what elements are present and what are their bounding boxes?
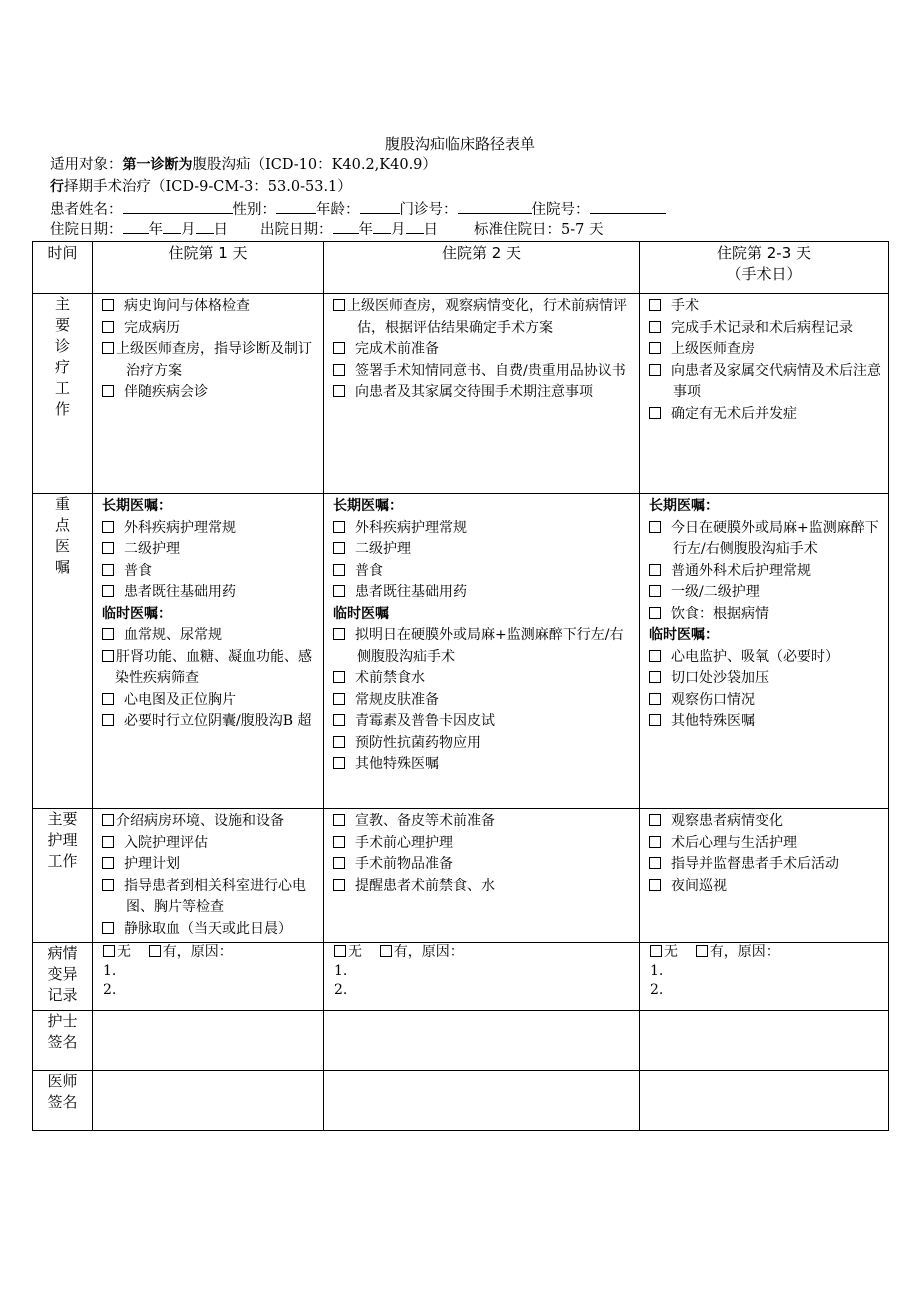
checkbox[interactable]: [102, 857, 114, 869]
checkbox[interactable]: [102, 585, 114, 597]
rowhead-char: 医: [54, 537, 70, 555]
list-item: [649, 582, 884, 604]
list-item: [333, 711, 635, 733]
inpatient-no-label: 住院号：: [531, 202, 590, 218]
item-text: 今日在硬膜外或局麻+监测麻醉下行左/右侧腹股沟疝手术: [671, 519, 879, 557]
temp-orders-label: 临时医嘱: [333, 605, 389, 622]
list-item: [649, 361, 884, 404]
item-text: 上级医师查房，观察病情变化，行术前病情评估，根据评估结果确定手术方案: [347, 298, 627, 336]
checkbox[interactable]: [649, 814, 661, 826]
list-item: [333, 382, 635, 404]
list-item: [333, 582, 635, 604]
checkbox[interactable]: [333, 542, 345, 554]
list-item: [102, 833, 319, 855]
item-text: 完成术前准备: [355, 341, 439, 357]
item-text: 向患者及家属交代病情及术后注意事项: [671, 362, 881, 400]
rowhead-nurse-sign: [33, 1011, 93, 1071]
item-text: 患者既往基础用药: [124, 584, 236, 600]
rowhead-char: 护理: [47, 831, 78, 849]
variation-line-1[interactable]: 1.: [103, 963, 117, 979]
list-item: [333, 339, 635, 361]
nurse-sign-day3[interactable]: [640, 1011, 889, 1071]
rowhead-char: 疗: [54, 358, 70, 376]
checkbox[interactable]: [102, 814, 114, 826]
checkbox[interactable]: [333, 585, 345, 597]
checkbox[interactable]: [649, 585, 661, 597]
variation-line-1[interactable]: 1.: [650, 963, 664, 979]
list-item: [333, 539, 635, 561]
checkbox[interactable]: [333, 757, 345, 769]
header-time: 时间: [33, 242, 93, 294]
list-item: [649, 518, 884, 561]
item-text: 普食: [124, 562, 152, 579]
list-item: [649, 811, 884, 833]
item-text: 手术前心理护理: [355, 834, 453, 851]
item-text: 观察患者病情变化: [671, 813, 783, 829]
checkbox[interactable]: [333, 299, 345, 311]
rowhead-char: 工作: [47, 852, 78, 870]
rowhead-char: 主: [54, 295, 70, 313]
item-text: 二级护理: [124, 541, 180, 557]
checkbox[interactable]: [333, 857, 345, 869]
discharge-day-label: 日: [423, 222, 438, 238]
rowhead-char: 要: [54, 316, 70, 334]
item-text: 外科疾病护理常规: [355, 519, 467, 536]
checkbox[interactable]: [649, 521, 661, 533]
header-day1: 住院第 1 天: [93, 242, 324, 294]
list-item: [102, 647, 319, 690]
item-text: 术后心理与生活护理: [671, 834, 797, 851]
row-nurse-sign: [33, 1011, 889, 1071]
checkbox-none[interactable]: [103, 945, 115, 957]
checkbox[interactable]: [649, 364, 661, 376]
has-label: 有，原因：: [162, 944, 233, 960]
list-item: [333, 876, 635, 898]
header-day2: 住院第 2 天: [324, 242, 640, 294]
checkbox-has[interactable]: [696, 945, 708, 957]
variation-line-2[interactable]: 2.: [103, 982, 117, 998]
checkbox[interactable]: [649, 671, 661, 683]
list-item: [102, 582, 319, 604]
rowhead-key-orders: [33, 494, 93, 809]
checkbox[interactable]: [649, 342, 661, 354]
item-text: 宣教、备皮等术前准备: [355, 813, 495, 829]
checkbox[interactable]: [649, 693, 661, 705]
applicable-prefix: 适用对象：: [50, 157, 123, 173]
checkbox[interactable]: [102, 564, 114, 576]
list-item: [649, 668, 884, 690]
checkbox-has[interactable]: [149, 945, 161, 957]
variation-line-2[interactable]: 2.: [334, 982, 348, 998]
checkbox[interactable]: [649, 650, 661, 662]
diag-day1-cell: [93, 294, 324, 494]
item-text: 拟明日在硬膜外或局麻+监测麻醉下行左/右侧腹股沟疝手术: [355, 627, 624, 665]
admit-month-label: 月: [181, 222, 196, 238]
item-text: 入院护理评估: [124, 834, 208, 851]
row-variation: [33, 943, 889, 1011]
variation-day1-cell: [93, 943, 324, 1011]
checkbox[interactable]: [649, 857, 661, 869]
list-item: [102, 690, 319, 712]
list-item: [333, 811, 635, 833]
variation-day3-cell: [640, 943, 889, 1011]
page-title: 腹股沟疝临床路径表单: [384, 135, 535, 153]
list-item: [102, 625, 319, 647]
procedure-bold: 行: [50, 179, 64, 195]
checkbox[interactable]: [649, 836, 661, 848]
has-label: 有，原因：: [709, 944, 780, 960]
variation-day2-cell: [324, 943, 640, 1011]
checkbox[interactable]: [102, 922, 114, 934]
checkbox[interactable]: [102, 879, 114, 891]
item-text: 上级医师查房，指导诊断及制订治疗方案: [116, 341, 312, 379]
rowhead-variation: [33, 943, 93, 1011]
checkbox[interactable]: [649, 407, 661, 419]
item-text: 心电图及正位胸片: [124, 691, 236, 708]
none-label: 无: [348, 944, 362, 960]
list-item: [649, 690, 884, 712]
gender-field[interactable]: [276, 199, 316, 214]
item-text: 血常规、尿常规: [124, 627, 222, 643]
list-item: [102, 876, 319, 919]
rowhead-char: 点: [54, 516, 70, 534]
rowhead-char: 嘱: [54, 558, 70, 576]
checkbox[interactable]: [102, 650, 114, 662]
inpatient-no-field[interactable]: [590, 199, 666, 214]
item-text: 完成病历: [124, 319, 180, 336]
item-text: 介绍病房环境、设施和设备: [116, 813, 284, 829]
item-text: 切口处沙袋加压: [671, 670, 769, 686]
nursing-day2-cell: [324, 809, 640, 943]
applicable-line: [50, 155, 437, 175]
diag-day3-cell: [640, 294, 889, 494]
patient-name-field[interactable]: [123, 199, 233, 214]
admit-day-field[interactable]: [196, 220, 214, 234]
item-text: 患者既往基础用药: [355, 584, 467, 600]
checkbox[interactable]: [333, 714, 345, 726]
item-text: 手术前物品准备: [355, 856, 453, 872]
header-day3: [640, 242, 889, 294]
checkbox[interactable]: [649, 321, 661, 333]
item-text: 青霉素及普鲁卡因皮试: [355, 713, 495, 729]
std-stay-label: 标准住院日：5-7 天: [474, 222, 604, 238]
list-item: [102, 811, 319, 833]
admit-month-field[interactable]: [163, 220, 181, 234]
rowhead-doctor-sign: [33, 1071, 93, 1131]
item-text: 一级/二级护理: [671, 584, 760, 600]
nurse-sign-day1[interactable]: [93, 1011, 324, 1071]
checkbox[interactable]: [102, 693, 114, 705]
admit-year-field[interactable]: [123, 220, 149, 234]
diag-day2-cell: [324, 294, 640, 494]
checkbox-none[interactable]: [334, 945, 346, 957]
orders-day1-cell: [93, 494, 324, 809]
checkbox[interactable]: [333, 385, 345, 397]
row-doctor-sign: [33, 1071, 889, 1131]
checkbox[interactable]: [333, 814, 345, 826]
checkbox[interactable]: [333, 342, 345, 354]
list-item: [333, 361, 635, 383]
admit-day-label: 日: [213, 222, 228, 238]
item-text: 指导并监督患者手术后活动: [671, 856, 839, 872]
item-text: 其他特殊医嘱: [355, 756, 439, 772]
list-item: [102, 518, 319, 540]
item-text: 签署手术知情同意书、自费/贵重用品协议书: [355, 362, 626, 379]
nurse-sign-day2[interactable]: [324, 1011, 640, 1071]
list-item: [649, 833, 884, 855]
row-key-orders: [33, 494, 889, 809]
admit-year-label: 年: [148, 222, 163, 238]
list-item: [333, 668, 635, 690]
item-text: 常规皮肤准备: [355, 691, 439, 708]
item-text: 指导患者到相关科室进行心电图、胸片等检查: [124, 877, 306, 915]
item-text: 伴随疾病会诊: [124, 384, 208, 400]
variation-choice: [334, 943, 633, 962]
item-text: 向患者及其家属交待围手术期注意事项: [355, 384, 593, 400]
checkbox[interactable]: [102, 836, 114, 848]
temp-orders-label: 临时医嘱：: [649, 627, 719, 643]
item-text: 观察伤口情况: [671, 691, 755, 708]
checkbox[interactable]: [333, 836, 345, 848]
rowhead-char: 工: [54, 379, 70, 397]
item-text: 预防性抗菌药物应用: [355, 734, 481, 751]
list-item: [333, 733, 635, 755]
item-text: 手术: [671, 298, 699, 314]
checkbox[interactable]: [102, 714, 114, 726]
list-item: [333, 561, 635, 583]
doctor-sign-day2[interactable]: [324, 1071, 640, 1131]
list-item: [649, 318, 884, 340]
item-text: 二级护理: [355, 541, 411, 557]
clinic-no-label: 门诊号：: [399, 202, 458, 218]
checkbox[interactable]: [102, 299, 114, 311]
list-item: [333, 518, 635, 540]
discharge-month-label: 月: [391, 222, 406, 238]
orders-day2-cell: [324, 494, 640, 809]
checkbox[interactable]: [649, 607, 661, 619]
doctor-sign-day3[interactable]: [640, 1071, 889, 1131]
checkbox[interactable]: [333, 564, 345, 576]
item-text: 术前禁食水: [355, 670, 425, 686]
list-item: [102, 339, 319, 382]
checkbox[interactable]: [333, 879, 345, 891]
clinic-no-field[interactable]: [458, 199, 532, 214]
item-text: 心电监护、吸氧（必要时）: [671, 648, 839, 665]
discharge-year-label: 年: [358, 222, 373, 238]
item-text: 完成手术记录和术后病程记录: [671, 319, 853, 336]
header-day3-title: 住院第 2-3 天: [716, 244, 812, 262]
rowhead-diag-work: [33, 294, 93, 494]
list-item: [102, 318, 319, 340]
checkbox[interactable]: [649, 714, 661, 726]
admit-date-label: 住院日期：: [50, 222, 123, 238]
item-text: 其他特殊医嘱: [671, 713, 755, 729]
orders-day3-cell: [640, 494, 889, 809]
checkbox[interactable]: [333, 693, 345, 705]
variation-choice: [650, 943, 882, 962]
checkbox[interactable]: [102, 321, 114, 333]
list-item: [333, 854, 635, 876]
item-text: 必要时行立位阴囊/腹股沟B 超: [124, 713, 312, 729]
item-text: 普食: [355, 562, 383, 579]
item-text: 病史询问与体格检查: [124, 298, 250, 314]
doctor-sign-day1[interactable]: [93, 1071, 324, 1131]
item-text: 提醒患者术前禁食、水: [355, 877, 495, 894]
none-label: 无: [117, 944, 131, 960]
checkbox[interactable]: [649, 299, 661, 311]
long-term-orders-label: 长期医嘱：: [102, 498, 172, 514]
age-label: 年龄：: [316, 202, 360, 218]
long-term-orders-label: 长期医嘱：: [333, 498, 403, 514]
list-item: [102, 382, 319, 404]
checkbox[interactable]: [333, 628, 345, 640]
rowhead-nursing: [33, 809, 93, 943]
rowhead-char: 重: [54, 495, 70, 513]
list-item: [333, 833, 635, 855]
list-item: [333, 296, 635, 339]
item-text: 上级医师查房: [671, 341, 755, 357]
item-text: 确定有无术后并发症: [671, 405, 797, 422]
discharge-year-field[interactable]: [333, 220, 359, 234]
item-text: 肝肾功能、血糖、凝血功能、感染性疾病筛查: [115, 648, 312, 686]
rowhead-char: 诊: [54, 337, 70, 355]
checkbox[interactable]: [649, 879, 661, 891]
variation-choice: [103, 943, 317, 962]
list-item: [102, 296, 319, 318]
gender-label: 性别：: [232, 202, 276, 218]
procedure-line: [50, 177, 352, 197]
date-line: [50, 220, 603, 240]
list-item: [102, 561, 319, 583]
long-term-orders-label: 长期医嘱：: [649, 498, 719, 514]
list-item: [649, 296, 884, 318]
discharge-date-label: 出院日期：: [260, 222, 333, 238]
header-row: [33, 242, 889, 294]
applicable-bold: 第一诊断为: [122, 157, 193, 173]
list-item: [102, 854, 319, 876]
none-label: 无: [664, 944, 678, 960]
checkbox-has[interactable]: [380, 945, 392, 957]
list-item: [649, 647, 884, 669]
rowhead-char: 病情: [47, 944, 78, 962]
checkbox[interactable]: [333, 671, 345, 683]
checkbox[interactable]: [102, 342, 114, 354]
rowhead-char: 签名: [47, 1093, 78, 1111]
temp-orders-label: 临时医嘱：: [102, 605, 172, 622]
variation-line-1[interactable]: 1.: [334, 963, 348, 979]
list-item: [333, 690, 635, 712]
checkbox[interactable]: [333, 364, 345, 376]
checkbox[interactable]: [102, 628, 114, 640]
age-field[interactable]: [360, 199, 400, 214]
variation-line-2[interactable]: 2.: [650, 982, 664, 998]
rowhead-char: 医师: [47, 1072, 78, 1090]
rowhead-char: 记录: [47, 986, 78, 1004]
list-item: [649, 339, 884, 361]
list-item: [649, 854, 884, 876]
checkbox[interactable]: [333, 521, 345, 533]
item-text: 护理计划: [124, 856, 180, 872]
has-label: 有，原因：: [393, 944, 464, 960]
checkbox[interactable]: [333, 736, 345, 748]
item-text: 饮食：根据病情: [671, 605, 769, 622]
list-item: [649, 561, 884, 583]
item-text: 静脉取血（当天或此日晨）: [124, 920, 292, 937]
nursing-day1-cell: [93, 809, 324, 943]
rowhead-char: 护士: [47, 1012, 78, 1030]
rowhead-char: 签名: [47, 1033, 78, 1051]
list-item: [333, 625, 635, 668]
rowhead-char: 作: [54, 400, 70, 418]
item-text: 外科疾病护理常规: [124, 519, 236, 536]
discharge-day-field[interactable]: [406, 220, 424, 234]
clinical-pathway-table: [32, 241, 889, 1131]
checkbox-none[interactable]: [650, 945, 662, 957]
rowhead-char: 变异: [47, 965, 78, 983]
list-item: [649, 711, 884, 733]
discharge-month-field[interactable]: [373, 220, 391, 234]
patient-name-label: 患者姓名：: [50, 202, 123, 218]
row-diag-work: [33, 294, 889, 494]
rowhead-char: 主要: [47, 810, 78, 828]
checkbox[interactable]: [649, 564, 661, 576]
checkbox[interactable]: [102, 521, 114, 533]
list-item: [102, 711, 319, 733]
list-item: [649, 404, 884, 426]
row-nursing: [33, 809, 889, 943]
list-item: [333, 754, 635, 776]
patient-info-line: [50, 199, 666, 220]
checkbox[interactable]: [102, 385, 114, 397]
procedure-text: 择期手术治疗（ICD-9-CM-3：53.0-53.1）: [64, 179, 352, 195]
item-text: 夜间巡视: [671, 877, 727, 894]
list-item: [649, 604, 884, 626]
checkbox[interactable]: [102, 542, 114, 554]
list-item: [649, 876, 884, 898]
item-text: 普通外科术后护理常规: [671, 562, 811, 579]
header-day3-sub: （手术日）: [726, 265, 802, 283]
nursing-day3-cell: [640, 809, 889, 943]
list-item: [102, 539, 319, 561]
list-item: [102, 919, 319, 941]
applicable-diagnosis: 腹股沟疝（ICD-10：K40.2,K40.9）: [192, 157, 437, 173]
